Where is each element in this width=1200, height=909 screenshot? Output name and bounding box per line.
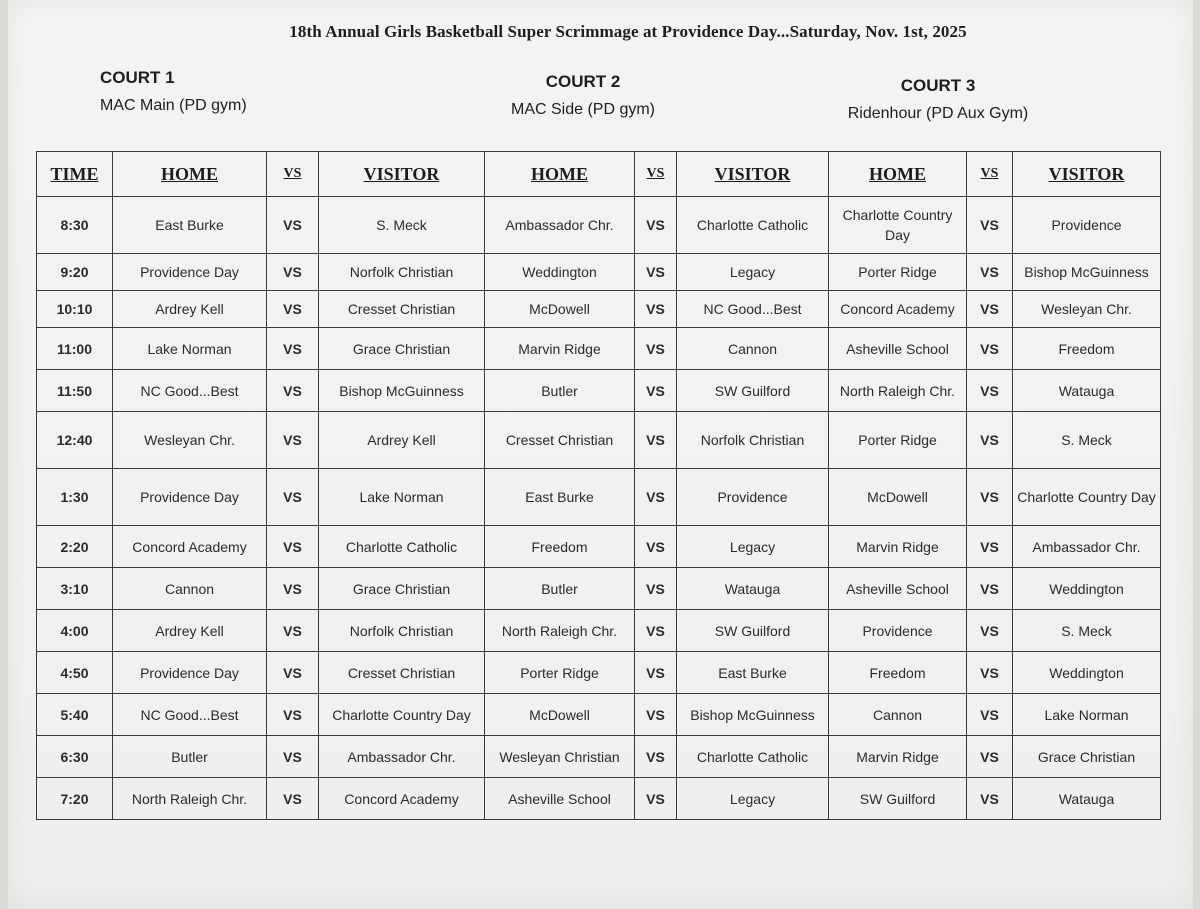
vs-label: VS xyxy=(967,412,1013,469)
page-title: 18th Annual Girls Basketball Super Scrimmage at Providence Day...Saturday, Nov. 1st, 2025 xyxy=(289,22,967,41)
home-team: Ambassador Chr. xyxy=(485,197,635,254)
table-row xyxy=(37,652,1161,694)
home-header: HOME xyxy=(113,152,267,197)
table-row xyxy=(37,412,1161,469)
visitor-team: Legacy xyxy=(677,778,829,820)
home-team: Porter Ridge xyxy=(829,412,967,469)
vs-label: VS xyxy=(967,291,1013,328)
vs-label: VS xyxy=(635,291,677,328)
home-header: HOME xyxy=(829,152,967,197)
vs-label: VS xyxy=(967,526,1013,568)
vs-label: VS xyxy=(967,370,1013,412)
visitor-team: NC Good...Best xyxy=(677,291,829,328)
vs-label: VS xyxy=(635,254,677,291)
game-time: 12:40 xyxy=(37,412,113,469)
table-row xyxy=(37,778,1161,820)
vs-label: VS xyxy=(635,736,677,778)
vs-label: VS xyxy=(967,736,1013,778)
game-time: 1:30 xyxy=(37,469,113,526)
vs-label: VS xyxy=(967,328,1013,370)
visitor-team: Charlotte Country Day xyxy=(1013,469,1161,526)
visitor-header: VISITOR xyxy=(1013,152,1161,197)
table-row xyxy=(37,469,1161,526)
home-team: McDowell xyxy=(485,291,635,328)
visitor-team: Bishop McGuinness xyxy=(319,370,485,412)
visitor-team: Lake Norman xyxy=(319,469,485,526)
vs-label: VS xyxy=(967,610,1013,652)
visitor-team: Weddington xyxy=(1013,568,1161,610)
vs-label: VS xyxy=(267,412,319,469)
vs-label: VS xyxy=(635,197,677,254)
game-time: 6:30 xyxy=(37,736,113,778)
home-team: Wesleyan Christian xyxy=(485,736,635,778)
vs-label: VS xyxy=(267,254,319,291)
game-time: 4:00 xyxy=(37,610,113,652)
vs-label: VS xyxy=(635,568,677,610)
game-time: 11:50 xyxy=(37,370,113,412)
visitor-team: Ambassador Chr. xyxy=(1013,526,1161,568)
table-row xyxy=(37,610,1161,652)
game-time: 3:10 xyxy=(37,568,113,610)
home-team: Asheville School xyxy=(829,328,967,370)
court-1-header xyxy=(100,68,247,115)
visitor-team: Norfolk Christian xyxy=(677,412,829,469)
vs-header: VS xyxy=(967,152,1013,197)
vs-label: VS xyxy=(635,694,677,736)
home-team: Cannon xyxy=(113,568,267,610)
home-team: East Burke xyxy=(485,469,635,526)
home-team: East Burke xyxy=(113,197,267,254)
vs-label: VS xyxy=(967,652,1013,694)
table-row xyxy=(37,254,1161,291)
vs-label: VS xyxy=(267,370,319,412)
home-team: Butler xyxy=(485,370,635,412)
court-name: COURT 2 xyxy=(545,72,621,91)
visitor-team: Norfolk Christian xyxy=(319,254,485,291)
home-team: North Raleigh Chr. xyxy=(113,778,267,820)
vs-label: VS xyxy=(635,328,677,370)
visitor-team: Lake Norman xyxy=(1013,694,1161,736)
vs-label: VS xyxy=(967,778,1013,820)
game-time: 10:10 xyxy=(37,291,113,328)
home-team: McDowell xyxy=(485,694,635,736)
visitor-team: Weddington xyxy=(1013,652,1161,694)
table-row xyxy=(37,370,1161,412)
home-header: HOME xyxy=(485,152,635,197)
home-team: Marvin Ridge xyxy=(829,736,967,778)
table-row xyxy=(37,694,1161,736)
vs-label: VS xyxy=(267,778,319,820)
vs-label: VS xyxy=(967,197,1013,254)
visitor-team: Charlotte Catholic xyxy=(677,736,829,778)
home-team: Wesleyan Chr. xyxy=(113,412,267,469)
vs-label: VS xyxy=(967,694,1013,736)
header-row xyxy=(37,152,1161,197)
game-time: 4:50 xyxy=(37,652,113,694)
game-time: 8:30 xyxy=(37,197,113,254)
game-time: 9:20 xyxy=(37,254,113,291)
table-row xyxy=(37,736,1161,778)
visitor-team: Bishop McGuinness xyxy=(1013,254,1161,291)
visitor-team: Watauga xyxy=(1013,778,1161,820)
visitor-team: East Burke xyxy=(677,652,829,694)
vs-label: VS xyxy=(267,197,319,254)
home-team: North Raleigh Chr. xyxy=(485,610,635,652)
visitor-team: Charlotte Catholic xyxy=(319,526,485,568)
visitor-team: Freedom xyxy=(1013,328,1161,370)
vs-label: VS xyxy=(267,694,319,736)
time-header: TIME xyxy=(37,152,113,197)
vs-label: VS xyxy=(267,328,319,370)
home-team: Marvin Ridge xyxy=(485,328,635,370)
vs-label: VS xyxy=(267,568,319,610)
home-team: Providence Day xyxy=(113,652,267,694)
visitor-header: VISITOR xyxy=(677,152,829,197)
vs-label: VS xyxy=(267,652,319,694)
visitor-header: VISITOR xyxy=(319,152,485,197)
home-team: Concord Academy xyxy=(829,291,967,328)
visitor-team: SW Guilford xyxy=(677,370,829,412)
game-time: 5:40 xyxy=(37,694,113,736)
table-row xyxy=(37,526,1161,568)
home-team: Asheville School xyxy=(829,568,967,610)
court-location: MAC Side (PD gym) xyxy=(510,101,656,118)
vs-label: VS xyxy=(267,736,319,778)
game-time: 7:20 xyxy=(37,778,113,820)
court-2-header xyxy=(493,72,673,119)
visitor-team: Cannon xyxy=(677,328,829,370)
home-team: Freedom xyxy=(485,526,635,568)
court-name: COURT 3 xyxy=(900,76,976,95)
vs-label: VS xyxy=(635,412,677,469)
vs-label: VS xyxy=(635,778,677,820)
visitor-team: Bishop McGuinness xyxy=(677,694,829,736)
table-row xyxy=(37,568,1161,610)
schedule-table xyxy=(36,151,1161,820)
visitor-team: S. Meck xyxy=(319,197,485,254)
vs-label: VS xyxy=(635,652,677,694)
home-team: Providence xyxy=(829,610,967,652)
visitor-team: Watauga xyxy=(1013,370,1161,412)
game-time: 11:00 xyxy=(37,328,113,370)
home-team: Porter Ridge xyxy=(485,652,635,694)
visitor-team: Cresset Christian xyxy=(319,291,485,328)
visitor-team: Providence xyxy=(1013,197,1161,254)
home-team: Charlotte Country Day xyxy=(829,197,967,254)
home-team: Ardrey Kell xyxy=(113,291,267,328)
vs-label: VS xyxy=(967,254,1013,291)
court-location: MAC Main (PD gym) xyxy=(100,97,247,114)
vs-label: VS xyxy=(635,526,677,568)
visitor-team: Charlotte Country Day xyxy=(319,694,485,736)
home-team: Porter Ridge xyxy=(829,254,967,291)
visitor-team: Grace Christian xyxy=(1013,736,1161,778)
home-team: Asheville School xyxy=(485,778,635,820)
court-name: COURT 1 xyxy=(100,68,175,87)
home-team: North Raleigh Chr. xyxy=(829,370,967,412)
visitor-team: Cresset Christian xyxy=(319,652,485,694)
home-team: Weddington xyxy=(485,254,635,291)
home-team: SW Guilford xyxy=(829,778,967,820)
visitor-team: Charlotte Catholic xyxy=(677,197,829,254)
vs-label: VS xyxy=(267,610,319,652)
home-team: NC Good...Best xyxy=(113,694,267,736)
visitor-team: Concord Academy xyxy=(319,778,485,820)
visitor-team: Ambassador Chr. xyxy=(319,736,485,778)
home-team: McDowell xyxy=(829,469,967,526)
home-team: Cresset Christian xyxy=(485,412,635,469)
visitor-team: Providence xyxy=(677,469,829,526)
visitor-team: SW Guilford xyxy=(677,610,829,652)
visitor-team: Grace Christian xyxy=(319,328,485,370)
visitor-team: Grace Christian xyxy=(319,568,485,610)
vs-label: VS xyxy=(635,469,677,526)
vs-label: VS xyxy=(267,291,319,328)
visitor-team: S. Meck xyxy=(1013,412,1161,469)
visitor-team: Legacy xyxy=(677,254,829,291)
vs-label: VS xyxy=(967,469,1013,526)
visitor-team: Wesleyan Chr. xyxy=(1013,291,1161,328)
vs-header: VS xyxy=(635,152,677,197)
vs-label: VS xyxy=(635,370,677,412)
home-team: Freedom xyxy=(829,652,967,694)
vs-header: VS xyxy=(267,152,319,197)
home-team: Ardrey Kell xyxy=(113,610,267,652)
home-team: Providence Day xyxy=(113,254,267,291)
home-team: Cannon xyxy=(829,694,967,736)
table-row xyxy=(37,291,1161,328)
vs-label: VS xyxy=(967,568,1013,610)
vs-label: VS xyxy=(267,469,319,526)
home-team: Butler xyxy=(485,568,635,610)
visitor-team: Legacy xyxy=(677,526,829,568)
court-location: Ridenhour (PD Aux Gym) xyxy=(847,105,1029,122)
visitor-team: Ardrey Kell xyxy=(319,412,485,469)
court-3-header xyxy=(838,76,1038,123)
home-team: NC Good...Best xyxy=(113,370,267,412)
home-team: Butler xyxy=(113,736,267,778)
visitor-team: Norfolk Christian xyxy=(319,610,485,652)
home-team: Providence Day xyxy=(113,469,267,526)
home-team: Lake Norman xyxy=(113,328,267,370)
vs-label: VS xyxy=(267,526,319,568)
home-team: Concord Academy xyxy=(113,526,267,568)
visitor-team: S. Meck xyxy=(1013,610,1161,652)
visitor-team: Watauga xyxy=(677,568,829,610)
home-team: Marvin Ridge xyxy=(829,526,967,568)
table-row xyxy=(37,197,1161,254)
game-time: 2:20 xyxy=(37,526,113,568)
table-row xyxy=(37,328,1161,370)
vs-label: VS xyxy=(635,610,677,652)
